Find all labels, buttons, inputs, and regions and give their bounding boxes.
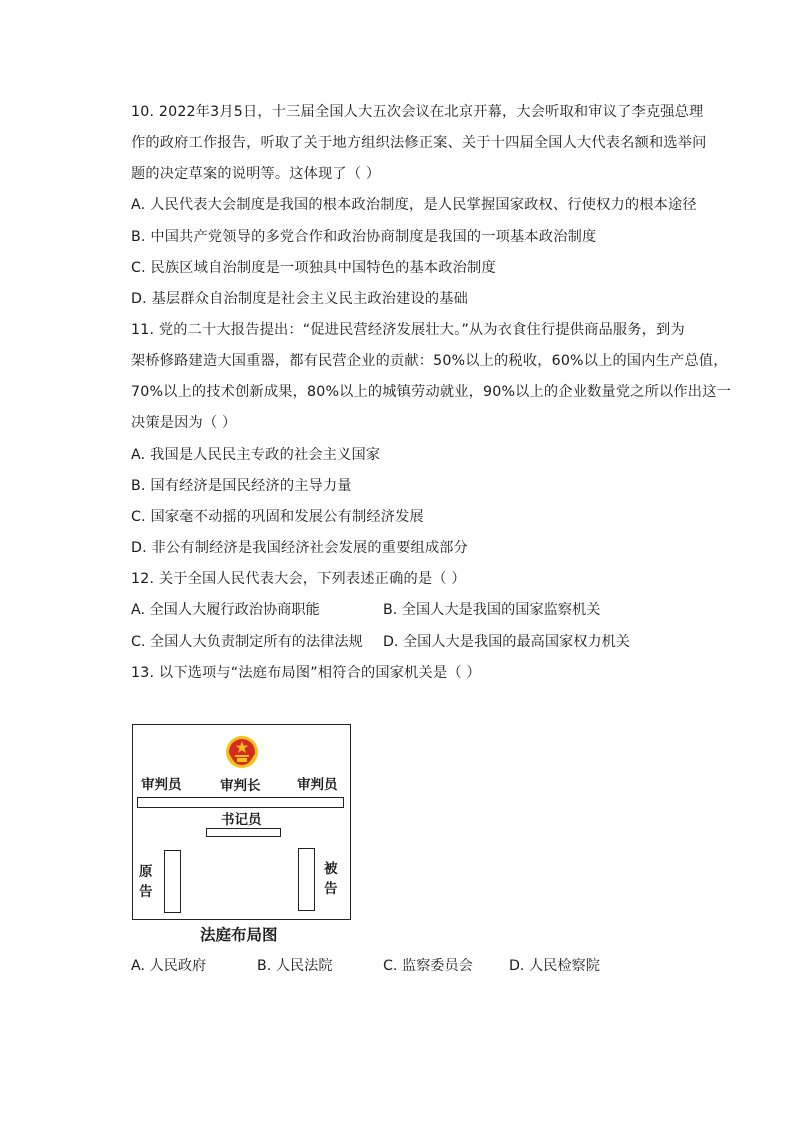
judge-right-label: 审判员 xyxy=(297,777,338,793)
q13-stem: 13. 以下选项与“法庭布局图”相符合的国家机关是（ ） xyxy=(131,665,481,681)
q10-option-d: D. 基层群众自治制度是社会主义民主政治建设的基础 xyxy=(131,291,469,307)
q11-option-b: B. 国有经济是国民经济的主导力量 xyxy=(131,478,352,494)
national-emblem-icon xyxy=(225,735,259,769)
plaintiff-label: 原告 xyxy=(139,864,153,900)
q10-option-c: C. 民族区域自治制度是一项独具中国特色的基本政治制度 xyxy=(131,260,496,276)
q10-stem-line-3: 题的决定草案的说明等。这体现了（ ） xyxy=(131,166,381,182)
clerk-desk xyxy=(206,828,281,837)
q10-stem-line-2: 作的政府工作报告，听取了关于地方组织法修正案、关于十四届全国人大代表名额和选举问 xyxy=(131,135,707,151)
chief-judge-label: 审判长 xyxy=(220,778,261,794)
q11-option-c: C. 国家毫不动摇的巩固和发展公有制经济发展 xyxy=(131,509,424,525)
q12-option-c: C. 全国人大负责制定所有的法律法规 xyxy=(131,634,363,650)
defendant-label: 被告 xyxy=(324,861,338,897)
q12-option-a: A. 全国人大履行政治协商职能 xyxy=(131,602,320,618)
defendant-desk xyxy=(298,848,315,911)
q13-option-c: C. 监察委员会 xyxy=(383,958,473,974)
plaintiff-desk xyxy=(164,850,181,913)
judge-left-label: 审判员 xyxy=(141,777,182,793)
diagram-caption: 法庭布局图 xyxy=(200,926,278,944)
q13-option-a: A. 人民政府 xyxy=(131,958,207,974)
q10-stem-line-1: 10. 2022年3月5日，十三届全国人大五次会议在北京开幕，大会听取和审议了李克强总理 xyxy=(131,104,704,120)
q11-stem-line-4: 决策是因为（ ） xyxy=(131,415,237,431)
q11-stem-line-2: 架桥修路建造大国重器，都有民营企业的贡献：50%以上的税收，60%以上的国内生产总值， xyxy=(131,353,728,369)
q12-stem: 12. 关于全国人民代表大会，下列表述正确的是（ ） xyxy=(131,571,466,587)
q11-stem-line-3: 70%以上的技术创新成果，80%以上的城镇劳动就业，90%以上的企业数量党之所以作出这一 xyxy=(131,384,731,400)
q12-option-d: D. 全国人大是我国的最高国家权力机关 xyxy=(383,634,630,650)
q12-option-b: B. 全国人大是我国的国家监察机关 xyxy=(383,602,601,618)
q11-option-d: D. 非公有制经济是我国经济社会发展的重要组成部分 xyxy=(131,540,469,556)
q13-option-d: D. 人民检察院 xyxy=(509,958,600,974)
q10-option-a: A. 人民代表大会制度是我国的根本政治制度，是人民掌握国家政权、行使权力的根本途径 xyxy=(131,197,697,213)
judges-bench xyxy=(137,797,344,808)
q13-option-b: B. 人民法院 xyxy=(257,958,333,974)
court-layout-diagram xyxy=(132,724,351,920)
clerk-label: 书记员 xyxy=(221,812,262,828)
q11-stem-line-1: 11. 党的二十大报告提出：“促进民营经济发展壮大。”从为衣食住行提供商品服务，到为 xyxy=(131,322,685,338)
q11-option-a: A. 我国是人民民主专政的社会主义国家 xyxy=(131,447,381,463)
q10-option-b: B. 中国共产党领导的多党合作和政治协商制度是我国的一项基本政治制度 xyxy=(131,229,597,245)
